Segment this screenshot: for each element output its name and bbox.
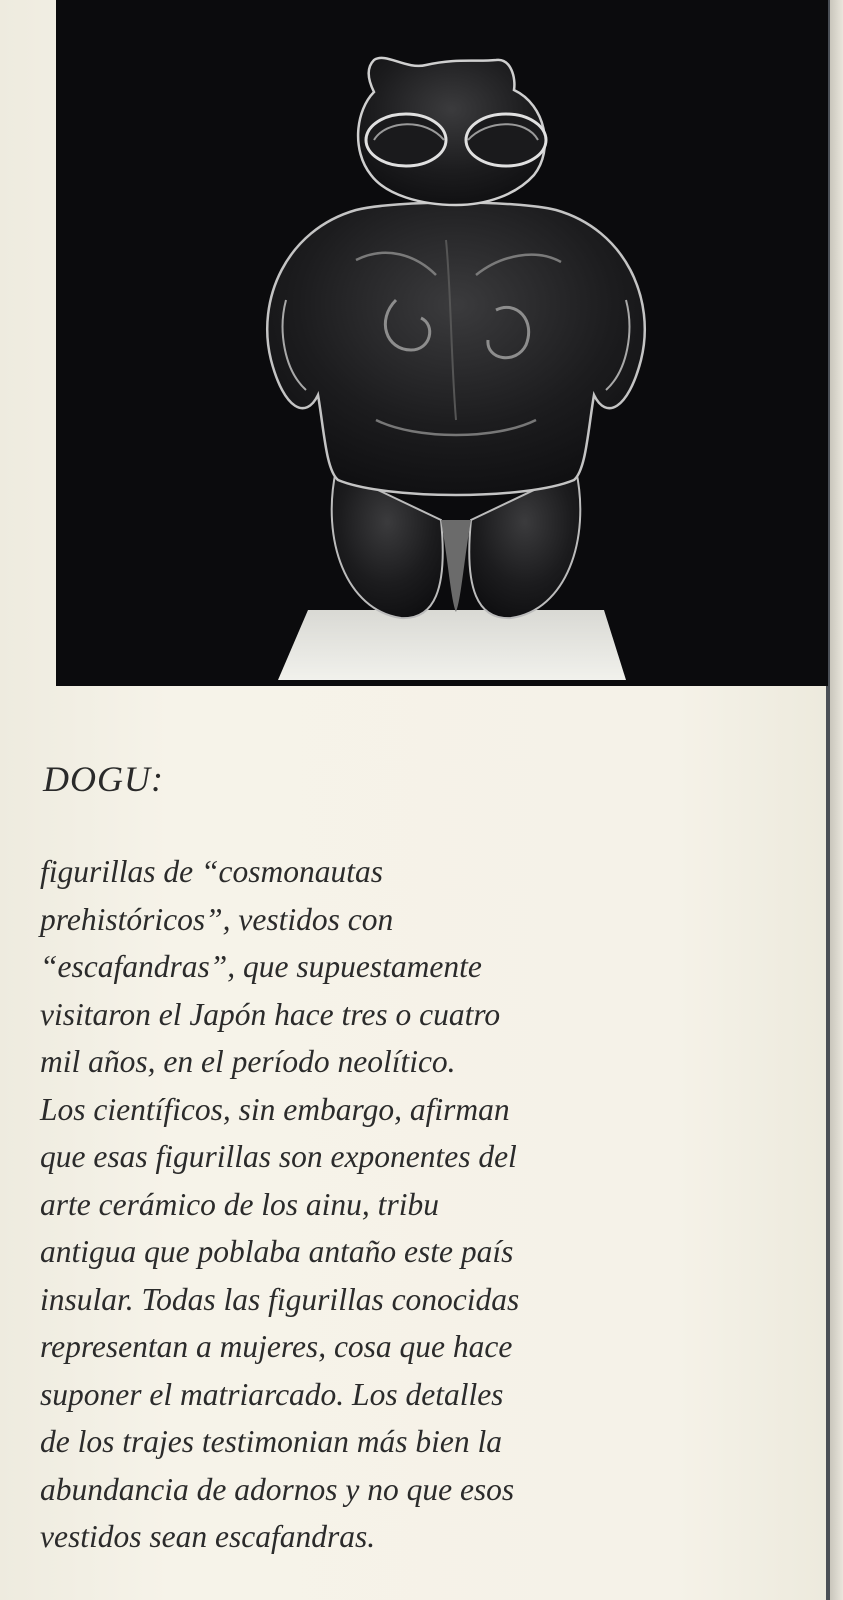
caption-body [40, 848, 820, 1561]
caption-title: DOGU: [43, 759, 164, 799]
caption-line: Los científicos, sin embargo, afirman [40, 1091, 510, 1127]
caption-line: figurillas de “cosmonautas [40, 854, 384, 889]
caption-line: de los trajes testimonian más bien la [40, 1424, 502, 1459]
caption-line: visitaron el Japón hace tres o cuatro [40, 996, 501, 1032]
caption-line: mil años, en el período neolítico. [40, 1044, 456, 1079]
caption-line: suponer el matriarcado. Los detalles [40, 1376, 504, 1412]
caption-line: vestidos sean escafandras. [40, 1519, 376, 1554]
caption-line: que esas figurillas son exponentes del [40, 1139, 517, 1174]
caption-line: arte cerámico de los ainu, tribu [40, 1186, 439, 1222]
caption-line: prehistóricos”, vestidos con [40, 901, 394, 937]
caption-line: representan a mujeres, cosa que hace [40, 1329, 513, 1364]
caption-line: abundancia de adornos y no que esos [40, 1471, 515, 1507]
page-edge-margin [830, 0, 843, 1600]
caption-line: antigua que poblaba antaño este país [40, 1234, 514, 1269]
dogu-figurine-photo [56, 0, 828, 686]
caption-line: “escafandras”, que supuestamente [40, 949, 482, 984]
caption-line: insular. Todas las figurillas conocidas [40, 1281, 520, 1317]
